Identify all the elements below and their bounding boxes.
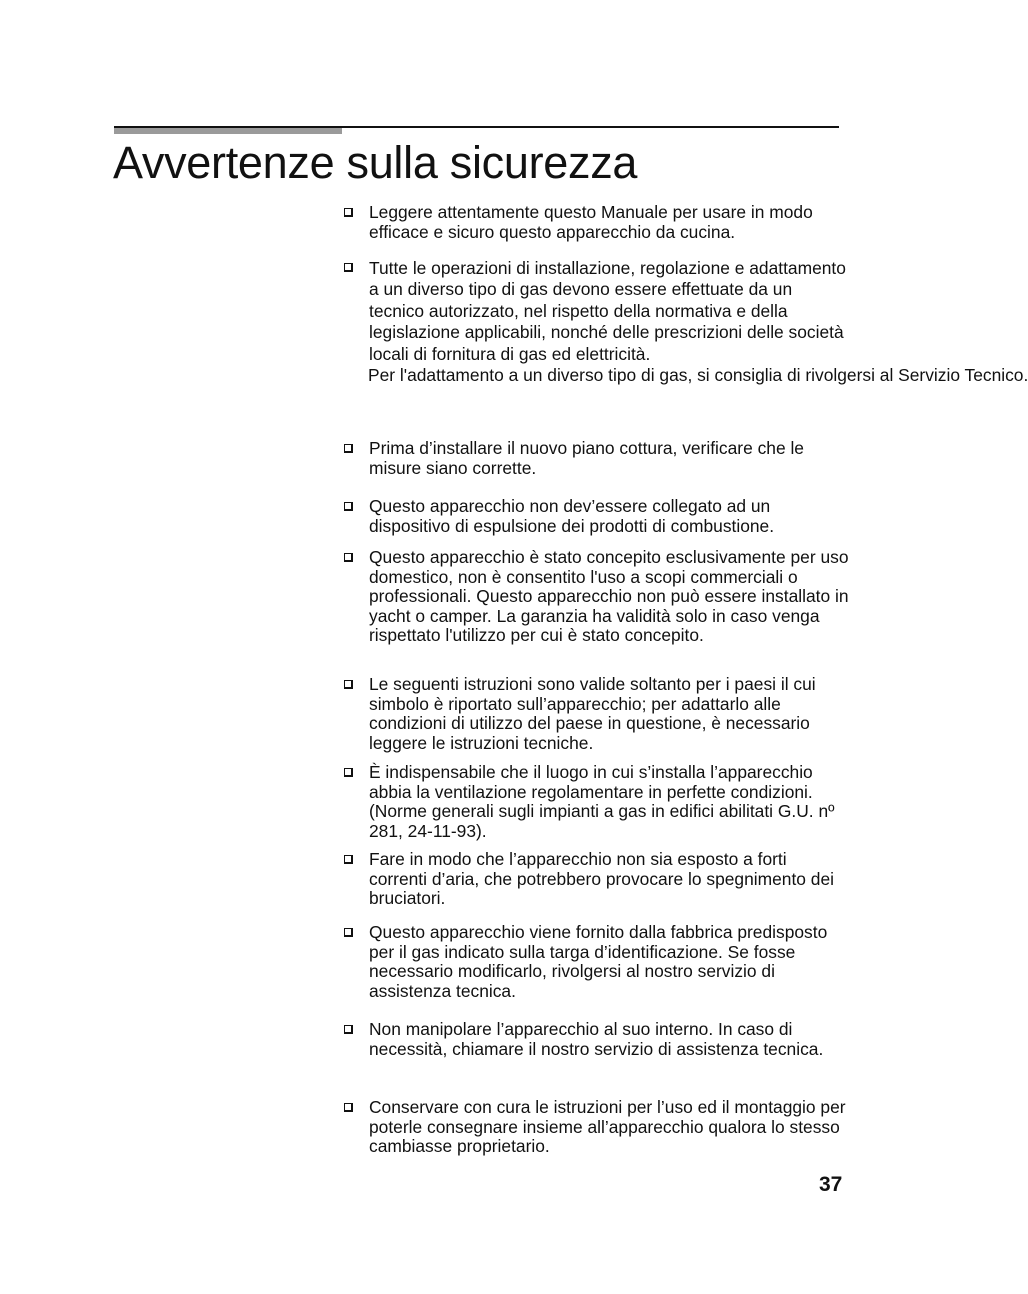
list-item [344, 1098, 849, 1157]
list-item [344, 203, 849, 242]
item-text: Fare in modo che l’apparecchio non sia esposto a forti correnti d’aria, che potrebbero provocare lo spegnimento dei bruciatori. [369, 849, 834, 909]
page-number: 37 [819, 1173, 843, 1196]
checkbox-bullet-icon [344, 1025, 353, 1034]
checkbox-bullet-icon [344, 263, 353, 272]
list-item [344, 497, 849, 536]
checkbox-bullet-icon [344, 553, 353, 562]
list-item [344, 923, 849, 1001]
checkbox-bullet-icon [344, 502, 353, 511]
item-text: Prima d’installare il nuovo piano cottura, verificare che le misure siano corrette. [369, 438, 804, 478]
list-item [344, 675, 849, 753]
item-text: Questo apparecchio viene fornito dalla fabbrica predisposto per il gas indicato sulla targa d’identificazione. Se fosse necessario modificarlo, rivolgersi al nostro servizio di assistenza tecnica. [369, 922, 828, 1001]
page-title: Avvertenze sulla sicurezza [113, 137, 638, 188]
item-text: Leggere attentamente questo Manuale per usare in modo efficace e sicuro questo apparecchio da cucina. [369, 202, 813, 242]
checkbox-bullet-icon [344, 1103, 353, 1112]
list-item [344, 763, 849, 841]
checkbox-bullet-icon [344, 855, 353, 864]
checkbox-bullet-icon [344, 768, 353, 777]
checkbox-bullet-icon [344, 928, 353, 937]
list-item [344, 258, 1028, 386]
checkbox-bullet-icon [344, 680, 353, 689]
list-item [344, 439, 849, 478]
header-accent-bar [114, 128, 342, 134]
item-text: Questo apparecchio non dev’essere collegato ad un dispositivo di espulsione dei prodotti di combustione. [369, 496, 775, 536]
checkbox-bullet-icon [344, 208, 353, 217]
item-text: Conservare con cura le istruzioni per l’uso ed il montaggio per poterle consegnare insieme all’apparecchio qualora lo stesso cambiasse proprietario. [369, 1097, 846, 1157]
item-text: Non manipolare l’apparecchio al suo interno. In caso di necessità, chiamare il nostro servizio di assistenza tecnica. [369, 1019, 824, 1059]
checkbox-bullet-icon [344, 444, 353, 453]
item-note: Per l'adattamento a un diverso tipo di gas, si consiglia di rivolgersi al Servizio Tecnico. [368, 365, 1028, 386]
item-text-main: Tutte le operazioni di installazione, regolazione e adattamento a un diverso tipo di gas devono essere effettuate da un tecnico autorizzato, nel rispetto della normativa e della legislazione applicabili, nonché delle prescrizioni delle società locali di fornitura di gas ed elettricità. [369, 258, 846, 364]
item-text: Questo apparecchio è stato concepito esclusivamente per uso domestico, non è consentito l'uso a scopi commerciali o professionali. Questo apparecchio non può essere installato in yacht o camper. La garanzia ha validità solo in caso venga rispettato l'utilizzo per cui è stato concepito. [369, 547, 849, 646]
item-text: Le seguenti istruzioni sono valide soltanto per i paesi il cui simbolo è riportato sull’apparecchio; per adattarlo alle condizioni di utilizzo del paese in questione, è necessario leggere le istruzioni tecniche. [369, 674, 816, 753]
list-item [344, 850, 849, 909]
list-item [344, 548, 849, 646]
list-item [344, 1020, 849, 1059]
item-text: È indispensabile che il luogo in cui s’installa l’apparecchio abbia la ventilazione regolamentare in perfette condizioni. (Norme generali sugli impianti a gas in edifici abilitati G.U. nº 281, 24-11-93). [369, 762, 835, 841]
item-text [368, 258, 1028, 386]
